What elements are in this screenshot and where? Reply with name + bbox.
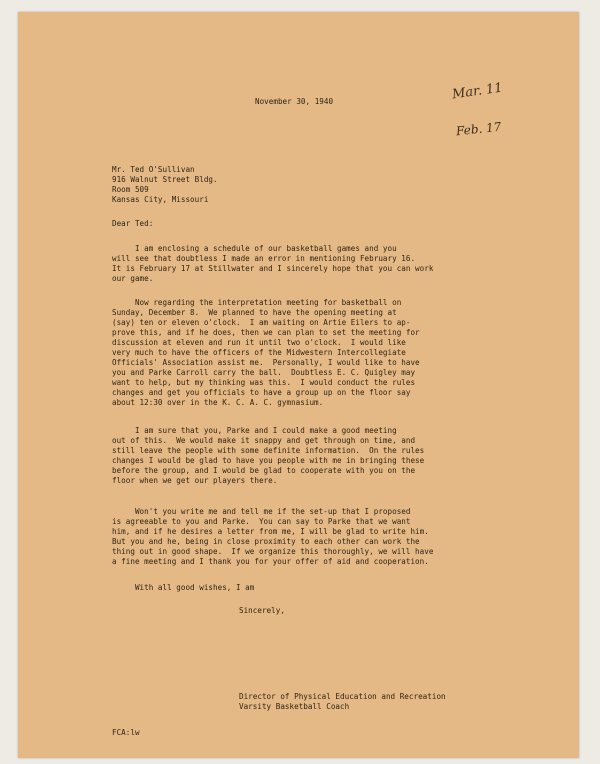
body-line: you and Parke Carroll carry the ball. Doubtless E. C. Quigley may xyxy=(112,368,416,377)
body-line: Sunday, December 8. We planned to have the opening meeting at xyxy=(112,308,397,317)
body-line: is agreeable to you and Parke. You can say to Parke that we want xyxy=(112,517,411,526)
body-line: Officials' Association assist me. Personally, I would like to have xyxy=(112,358,420,367)
body-line: It is February 17 at Stillwater and I sincerely hope that you can work xyxy=(112,264,434,273)
body-line: still leave the people with some definite information. On the rules xyxy=(112,446,425,455)
body-line: him, and if he desires a letter from me, I will be glad to write him. xyxy=(112,527,429,536)
body-line: changes I would be glad to have you people with me in bringing these xyxy=(112,456,425,465)
body-line: But you and he, being in close proximity to each other can work the xyxy=(112,537,420,546)
body-line: I am sure that you, Parke and I could make a good meeting xyxy=(112,426,397,435)
closing-line: With all good wishes, I am xyxy=(112,583,255,592)
letter-date: November 30, 1940 xyxy=(255,97,334,106)
body-line: want to help, but my thinking was this. I would conduct the rules xyxy=(112,378,416,387)
body-line: Won't you write me and tell me if the set-up that I proposed xyxy=(112,507,411,516)
body-line: thing out in good shape. If we organize this thoroughly, we will have xyxy=(112,547,434,556)
salutation: Dear Ted: xyxy=(112,219,154,228)
sign-off: Sincerely, xyxy=(239,606,285,615)
handwritten-note-feb: Feb. 17 xyxy=(455,119,502,139)
body-line: Now regarding the interpretation meeting for basketball on xyxy=(112,298,402,307)
body-line: our game. xyxy=(112,274,154,283)
body-line: a fine meeting and I thank you for your offer of aid and cooperation. xyxy=(112,557,429,566)
body-line: out of this. We would make it snappy and get through on time, and xyxy=(112,436,416,445)
body-line: floor when we get our players there. xyxy=(112,476,278,485)
body-line: discussion at eleven and run it until two o'clock. I would like xyxy=(112,338,406,347)
body-line: I am enclosing a schedule of our basketball games and you xyxy=(112,244,397,253)
signature-title-1: Director of Physical Education and Recreation xyxy=(239,692,446,701)
body-line: very much to have the officers of the Midwestern Intercollegiate xyxy=(112,348,406,357)
body-line: about 12:30 over in the K. C. A. C. gymnasium. xyxy=(112,398,324,407)
recipient-city: Kansas City, Missouri xyxy=(112,195,209,204)
recipient-name: Mr. Ted O'Sullivan xyxy=(112,165,195,174)
body-line: before the group, and I would be glad to cooperate with you on the xyxy=(112,466,416,475)
letter-page xyxy=(18,12,579,758)
recipient-street: 916 Walnut Street Bldg. xyxy=(112,175,218,184)
body-line: (say) ten or eleven o'clock. I am waiting on Artie Eilers to ap- xyxy=(112,318,411,327)
recipient-room: Room 509 xyxy=(112,185,149,194)
body-line: changes and get you officials to have a group up on the floor say xyxy=(112,388,411,397)
signature-title-2: Varsity Basketball Coach xyxy=(239,702,350,711)
handwritten-note-mar: Mar. 11 xyxy=(451,80,504,103)
body-line: prove this, and if he does, then we can plan to set the meeting for xyxy=(112,328,420,337)
body-line: will see that doubtless I made an error in mentioning February 16. xyxy=(112,254,416,263)
reference-initials: FCA:lw xyxy=(112,728,140,737)
